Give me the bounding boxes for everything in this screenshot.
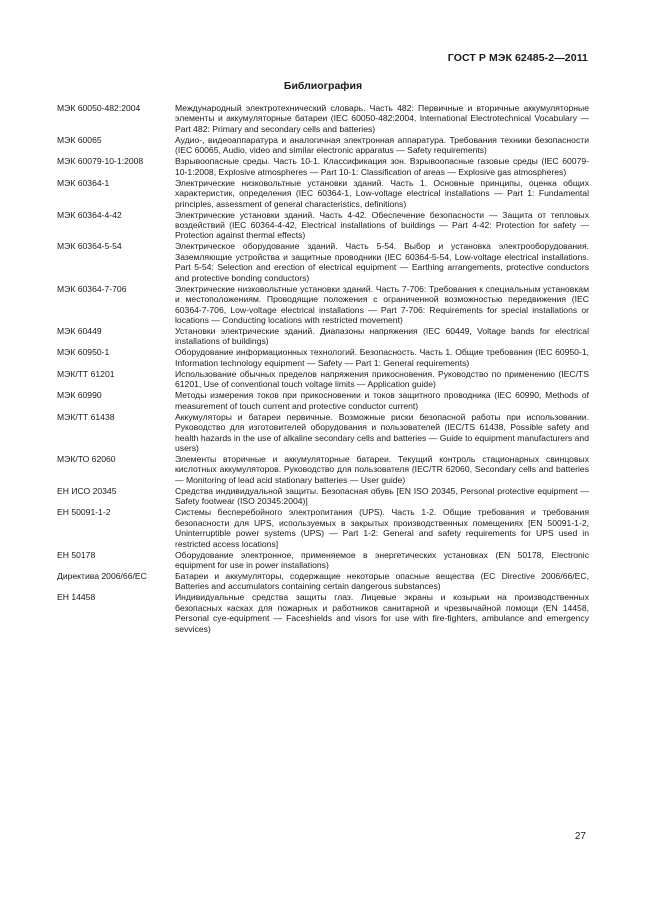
entry-standard-code: МЭК 60065 [57,134,102,145]
entry-standard-code: МЭК/ТО 62060 [57,453,116,464]
entry-description: Электрические установки зданий. Часть 4-42. Обеспечение безопасности — Защита от тепловых воздействий (IEC 60364-4-42, Electrical installations of buildings — Part 4-42: Protection for safety — Protection against thermal effects) [175,209,589,241]
bibliography-entry [57,284,589,326]
entry-standard-code: МЭК/ТТ 61201 [57,368,115,379]
entry-description: Средства индивидуальной защиты. Безопасная обувь [EN ISO 20345, Personal protective equipment — Safety footwear (ISO 20345:2004)] [175,485,589,507]
entry-description: Аккумуляторы и батареи первичные. Возможные риски безопасной работы при использовании. Руководство для изготовителей оборудования и пользователей (IEC/TS 61438, Possible safety and health hazards in the use of alkaline secondary cells and batteries — Guide to equipment manufacturers and users) [175,411,589,453]
bibliography-entry [57,241,589,283]
entry-description: Установки электрические зданий. Диапазоны напряжения (IEC 60449, Voltage bands for electrical installations of buildings) [175,326,589,347]
bibliography-entry [57,347,589,368]
entry-description: Методы измерения токов при прикосновении и токов защитного проводника (IEC 60990, Methods of measurement of touch current and protective conductor current) [175,390,589,411]
bibliography-entry [57,135,589,156]
entry-description: Аудио-, видеоаппаратура и аналогичная электронная аппаратура. Требования техники безопасности (IEC 60065, Audio, video and similar electronic apparatus — Safety requirements) [175,134,589,156]
bibliography-entry [57,210,589,241]
entry-standard-code: ЕН 50091-1-2 [57,507,111,518]
entry-description: Электрические низковольтные установки зданий. Часть 7-706: Требования к специальным установкам и местоположениям. Проводящие положения с ограниченной возможностью передвижения (IEC 60364-7-706, Low-voltage electrical installations — Part 7-706: Requirements for special installations or locations — Conducting locations with restricted movement) [175,283,589,326]
bibliography-entry [57,412,589,454]
bibliography-entry [57,178,589,209]
entry-standard-code: МЭК 60990 [57,390,102,401]
bibliography-entry [57,571,589,592]
entry-standard-code: ЕН 50178 [57,549,96,560]
entry-standard-code: МЭК 60950-1 [57,347,110,358]
page-number: 27 [574,831,586,842]
bibliography-list [57,103,589,635]
entry-description: Использование обычных пределов напряжения прикосновения. Руководство по применению (IEC/TS 61201, Use of conventional touch voltage limits — Application guide) [175,368,589,390]
entry-standard-code: ЕН 14458 [57,592,96,603]
entry-standard-code: ЕН ИСО 20345 [57,485,117,496]
document-code-header: ГОСТ Р МЭК 62485-2—2011 [447,52,588,64]
bibliography-entry [57,486,589,507]
bibliography-entry [57,454,589,485]
bibliography-entry [57,326,589,347]
entry-standard-code: МЭК 60364-1 [57,177,110,188]
bibliography-title: Библиография [283,80,363,92]
entry-description: Международный электротехнический словарь. Часть 482: Первичные и вторичные аккумуляторные элементы и аккумуляторные батареи (IEC 60050-482:2004, International Electrotechnical Vocabulary — Part 482: Primary and secondary cells and batteries) [175,103,589,134]
entry-standard-code: Директива 2006/66/ЕС [57,570,147,581]
entry-description: Батареи и аккумуляторы, содержащие некоторые опасные вещества (EC Directive 2006/66/EC, Batteries and accumulators containing certain dangerous substances) [175,570,589,592]
entry-standard-code: МЭК 60364-7-706 [57,283,127,294]
entry-description: Электрические низковольтные установки зданий. Часть 1. Основные принципы, оценка общих характеристик, определения (IEC 60364-1, Low-voltage electrical installations — Part 1: Fundamental principles, assessment of general characteristics, definitions) [175,177,589,209]
entry-standard-code: МЭК 60449 [57,326,102,337]
entry-standard-code: МЭК 60050-482:2004 [57,103,141,113]
entry-description: Электрическое оборудование зданий. Часть 5-54. Выбор и установка электрооборудования. Заземляющие устройства и защитные проводники (IEC 60364-5-54, Low-voltage electrical installations. Part 5-54: Selection and erection of electrical equipment — Earthing arrangements, protective conductors and protective bonding conductors) [175,241,589,283]
bibliography-entry [57,550,589,571]
entry-standard-code: МЭК 60079-10-1:2008 [57,156,144,167]
bibliography-entry [57,592,589,634]
entry-description: Элементы вторичные и аккумуляторные батареи. Текущий контроль стационарных свинцовых кислотных аккумуляторов. Руководство для пользователя (IEC/TR 62060, Secondary cells and batteries — Monitoring of lead acid stationary batteries — User guide) [175,453,589,485]
entry-standard-code: МЭК 60364-4-42 [57,209,122,220]
entry-description: Взрывоопасные среды. Часть 10-1. Классификация зон. Взрывоопасные газовые среды (IEC 60079-10-1:2008, Explosive atmospheres — Part 10-1: Classification of areas — Explosive gas atmospheres) [175,156,589,177]
entry-description: Системы бесперебойного электропитания (UPS). Часть 1-2. Общие требования и требования безопасности для UPS, используемых в закрытых производственных помещениях [EN 50091-1-2, Uninterruptible power systems (UPS) — Part 1-2: General and safety requirements for UPS used in restricted access locations] [175,507,589,549]
bibliography-entry [57,390,589,411]
bibliography-entry [57,156,589,177]
bibliography-entry [57,103,589,134]
entry-standard-code: МЭК/ТТ 61438 [57,411,115,422]
entry-description: Оборудование информационных технологий. Безопасность. Часть 1. Общие требования (IEC 60950-1, Information technology equipment — Safety — Part 1: General requirements) [175,347,589,368]
entry-description: Индивидуальные средства защиты глаз. Лицевые экраны и козырьки на производственных безопасных касках для пожарных и работников санитарной и чрезвычайной помощи (EN 14458, Personal cye-equipment — Faceshields and visors for use with fire-fighters, ambulance and emergency sevvices) [175,592,589,634]
bibliography-entry [57,369,589,390]
entry-standard-code: МЭК 60364-5-54 [57,241,122,252]
bibliography-entry [57,507,589,549]
entry-description: Оборудование электронное, применяемое в энергетических установках (EN 50178, Electronic equipment for use in power installations) [175,549,589,570]
